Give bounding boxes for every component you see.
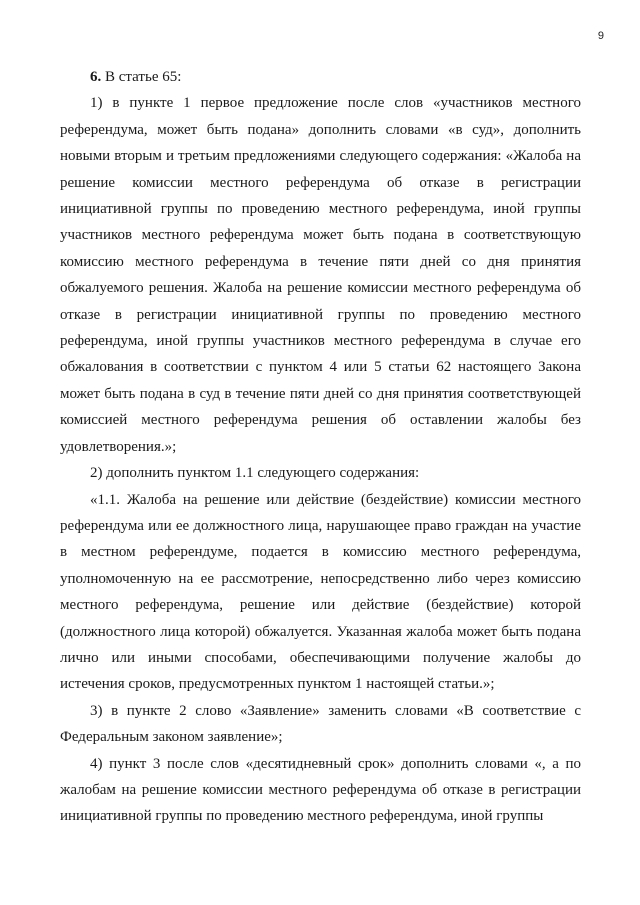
paragraph-4: 3) в пункте 2 слово «Заявление» заменить словами «В соответствие с Федеральным законом заявление»;	[60, 702, 581, 746]
paragraph-1: 1) в пункте 1 первое предложение после слов «участников местного референдума, может быть подана» дополнить словами «в суд», дополнить новыми вторым и третьим предложениями следующего содержания: «Жалоба на решение комиссии местного референдума об отказе в регистрации инициативной группы по проведению местного референдума, иной группы участников местного референдума может быть подана в соответствующую комиссию местного референдума в течение пяти дней со дня принятия обжалуемого решения. Жалоба на решение комиссии местного референдума об отказе в регистрации инициативной группы по проведению местного референдума, иной группы участников местного референдума в случае его обжалования в соответствии с пунктом 4 или 5 статьи 62 настоящего Закона может быть подана в суд в течение пяти дней со дня принятия соответствующей комиссией местного референдума решения об оставлении жалобы без удовлетворения.»;	[60, 95, 581, 455]
paragraph-2: 2) дополнить пунктом 1.1 следующего содержания:	[90, 465, 420, 482]
document-body	[60, 64, 581, 830]
paragraph-3: «1.1. Жалоба на решение или действие (бездействие) комиссии местного референдума или ее должностного лица, нарушающее право граждан на участие в местном референдуме, подается в комиссию местного референдума, уполномоченную на ее рассмотрение, непосредственно либо через комиссию местного референдума, решение или действие (бездействие) которой (должностного лица которой) обжалуется. Указанная жалоба может быть подана лично или иными способами, обеспечивающими получение жалобы до истечения сроков, предусмотренных пунктом 1 настоящей статьи.»;	[60, 491, 581, 693]
section-heading-text: В статье 65:	[101, 69, 182, 85]
paragraph-5: 4) пункт 3 после слов «десятидневный срок» дополнить словами «, а по жалобам на решение комиссии местного референдума об отказе в регистрации инициативной группы по проведению местного референдума, иной группы	[60, 755, 581, 825]
page-number: 9	[597, 30, 604, 42]
section-number: 6.	[90, 69, 102, 85]
section-heading	[60, 64, 581, 90]
